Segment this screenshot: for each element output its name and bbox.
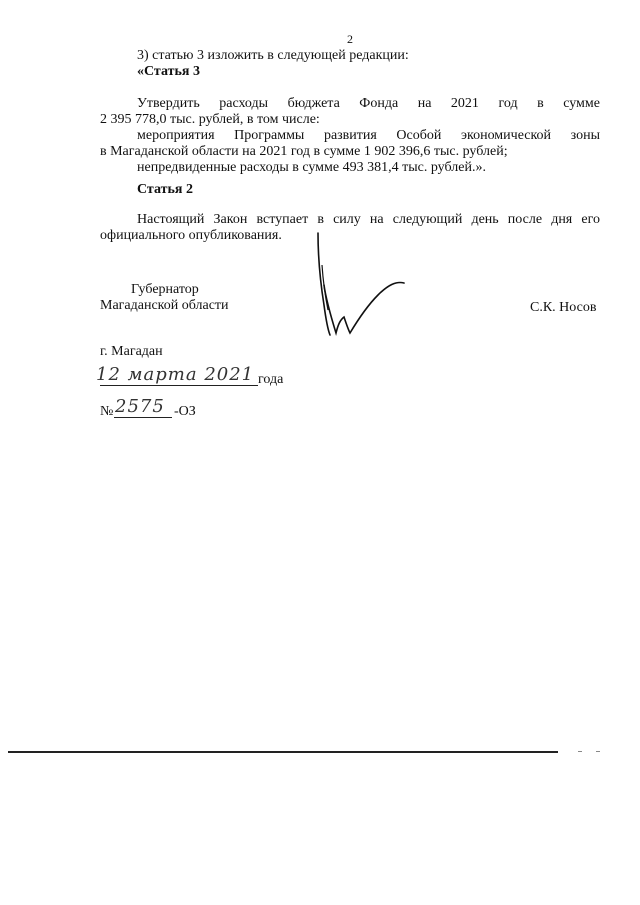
para3: непредвиденные расходы в сумме 493 381,4 тыс. рублей.».: [137, 160, 486, 175]
para1-line1: Утвердить расходы бюджета Фонда на 2021 год в сумме: [137, 96, 600, 111]
article-2-line1: Настоящий Закон вступает в силу на следующий день после дня его: [137, 212, 600, 227]
bottom-rule: [8, 751, 558, 753]
para1-line2: 2 395 778,0 тыс. рублей, в том числе:: [100, 112, 320, 127]
number-underline: [114, 417, 172, 418]
signer-name: С.К. Носов: [530, 300, 597, 315]
bottom-rule-dash: [596, 751, 600, 752]
date-suffix: года: [258, 372, 284, 387]
date-underline: [100, 385, 258, 386]
para2-line1: мероприятия Программы развития Особой экономической зоны: [137, 128, 600, 143]
city: г. Магадан: [100, 344, 163, 359]
page-number: 2: [347, 32, 353, 46]
article-2-heading: Статья 2: [137, 182, 193, 197]
signature-image: [300, 225, 420, 345]
signer-title-line1: Губернатор: [131, 282, 199, 297]
number-handwritten: 2575: [115, 396, 165, 417]
article-3-heading: «Статья 3: [137, 64, 200, 79]
date-handwritten: 12 марта 2021: [96, 364, 255, 385]
signer-title-line2: Магаданской области: [100, 298, 229, 313]
para2-line2: в Магаданской области на 2021 год в сумме 1 902 396,6 тыс. рублей;: [100, 144, 508, 159]
number-suffix: -ОЗ: [174, 404, 196, 419]
bottom-rule-dash: [578, 751, 582, 752]
article-2-line2: официального опубликования.: [100, 228, 282, 243]
amendment-intro: 3) статью 3 изложить в следующей редакции:: [137, 48, 409, 63]
number-prefix: №: [100, 404, 114, 419]
